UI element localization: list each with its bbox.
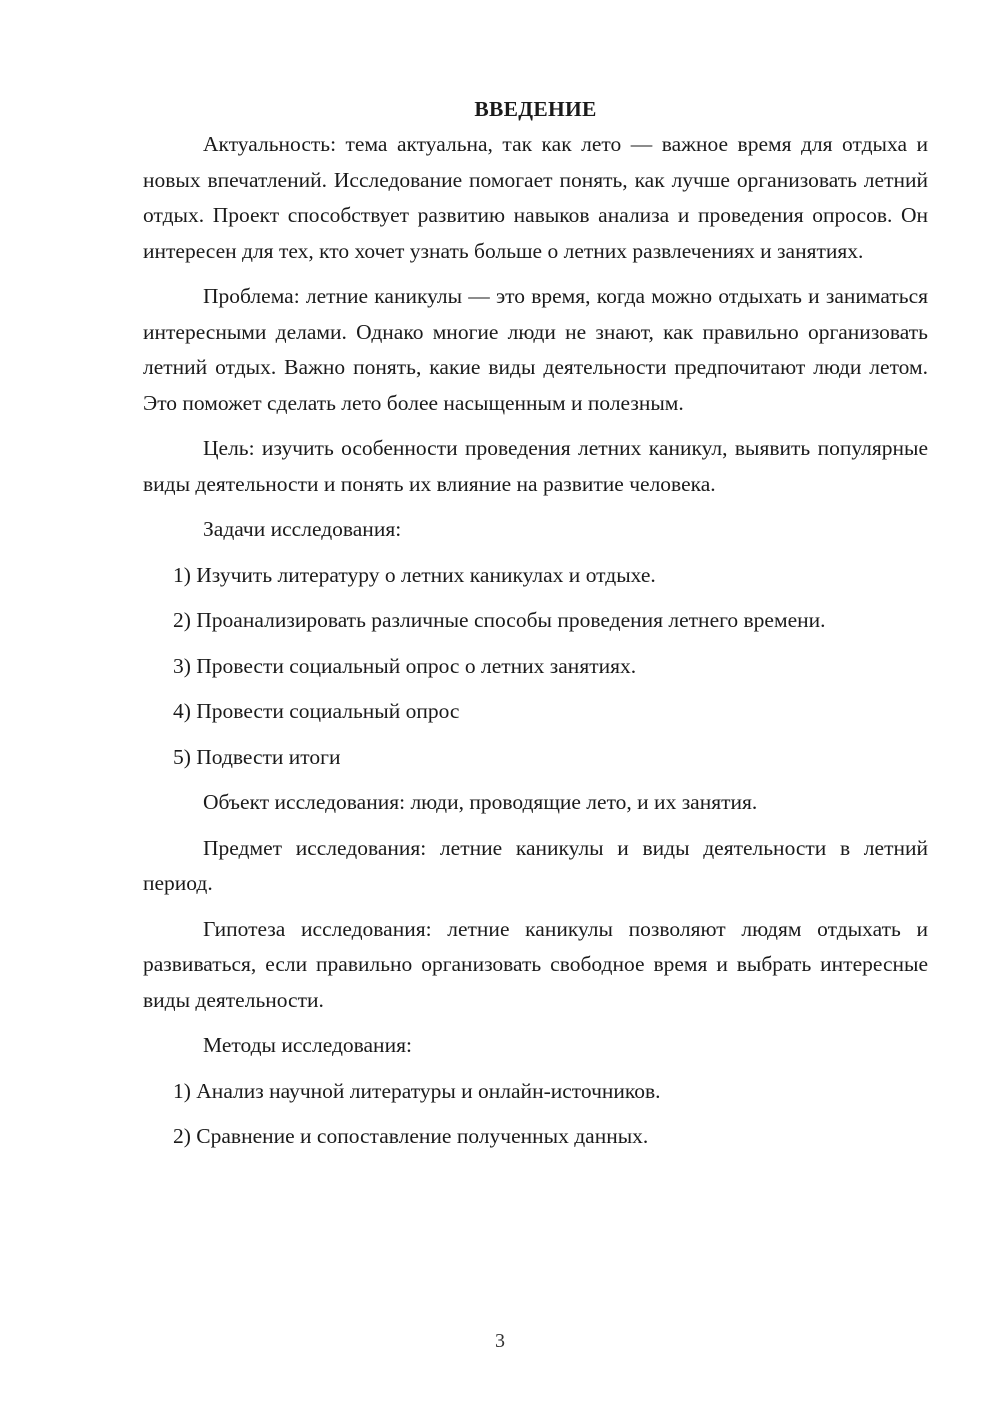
document-page (143, 92, 928, 1165)
problem-paragraph: Проблема: летние каникулы — это время, когда можно отдыхать и заниматься интересными делами. Однако многие люди не знают, как правильно организовать летний отдых. Важно понять, какие виды деятельности предпочитают люди летом. Это поможет сделать лето более насыщенным и полезным. (143, 284, 928, 415)
task-item-4: 4) Провести социальный опрос (173, 699, 460, 723)
relevance-paragraph: Актуальность: тема актуальна, так как лето — важное время для отдыха и новых впечатлений. Исследование помогает понять, как лучше организовать летний отдых. Проект способствует развитию навыков анализа и проведения опросов. Он интересен для тех, кто хочет узнать больше о летних развлечениях и занятиях. (143, 132, 928, 263)
page-number: 3 (495, 1330, 505, 1352)
method-item-1: 1) Анализ научной литературы и онлайн-источников. (173, 1078, 661, 1103)
goal-paragraph: Цель: изучить особенности проведения летних каникул, выявить популярные виды деятельности и понять их влияние на развитие человека. (143, 436, 928, 496)
tasks-title: Задачи исследования: (203, 517, 402, 541)
hypothesis-paragraph: Гипотеза исследования: летние каникулы позволяют людям отдыхать и развиваться, если правильно организовать свободное время и выбрать интересные виды деятельности. (143, 916, 928, 1012)
methods-title: Методы исследования: (203, 1033, 412, 1057)
task-item-1: 1) Изучить литературу о летних каникулах и отдыхе. (173, 562, 656, 587)
subject-paragraph: Предмет исследования: летние каникулы и виды деятельности в летний период. (143, 835, 928, 895)
task-item-3: 3) Провести социальный опрос о летних занятиях. (173, 653, 637, 678)
section-heading: ВВЕДЕНИЕ (474, 97, 597, 121)
object-paragraph: Объект исследования: люди, проводящие лето, и их занятия. (203, 790, 758, 814)
task-item-5: 5) Подвести итоги (173, 744, 341, 769)
task-item-2: 2) Проанализировать различные способы проведения летнего времени. (173, 608, 826, 632)
method-item-2: 2) Сравнение и сопоставление полученных данных. (173, 1124, 649, 1148)
